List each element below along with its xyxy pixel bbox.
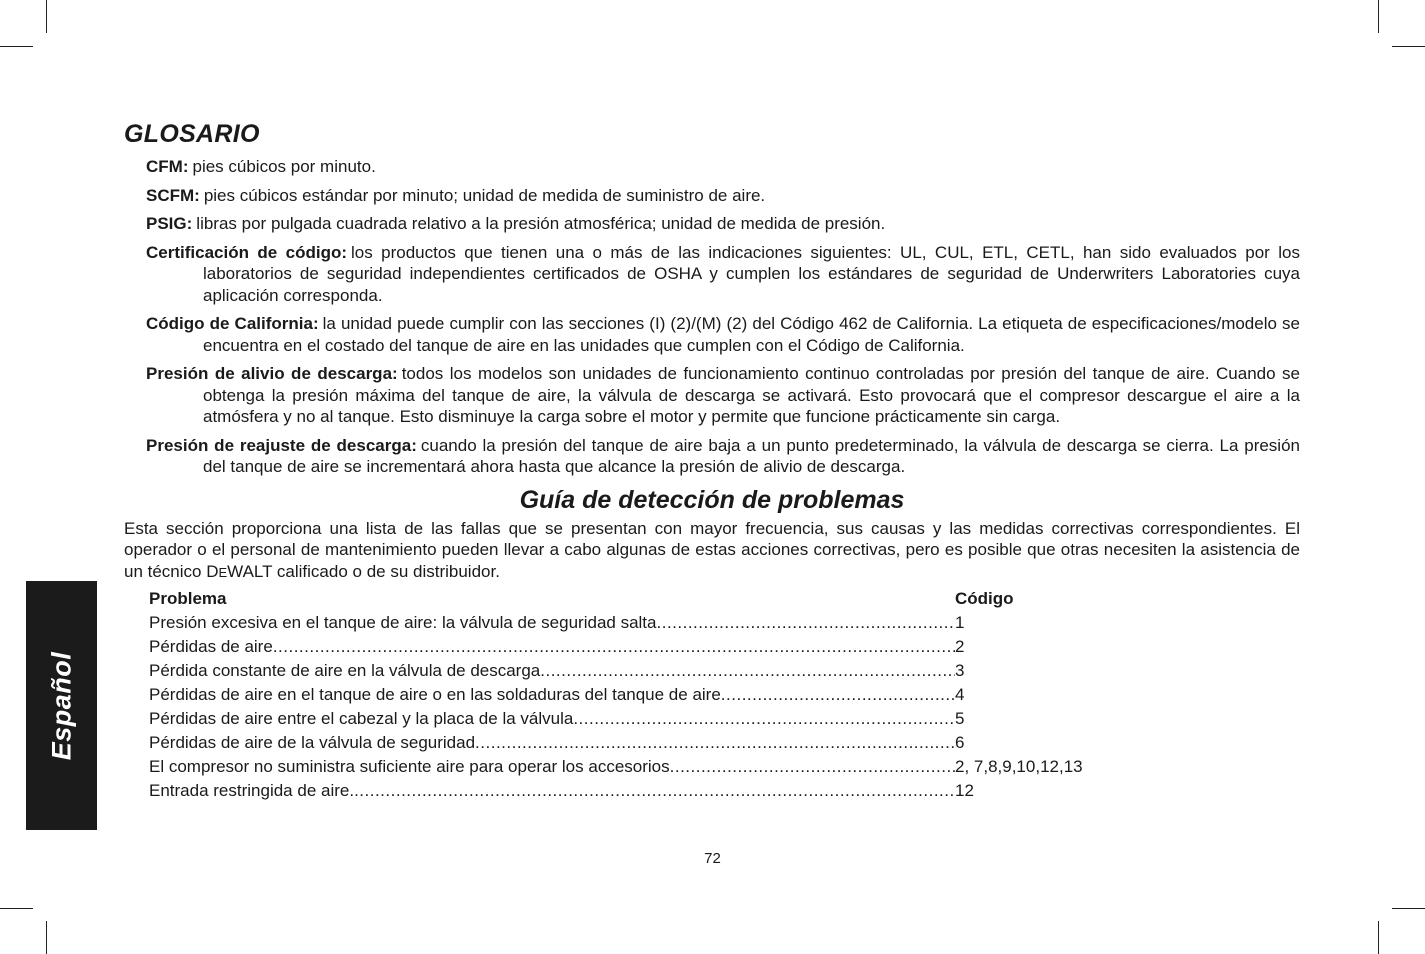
problem-text: El compresor no suministra suficiente aire para operar los accesorios — [149, 757, 670, 776]
glossary-definition: pies cúbicos por minuto. — [192, 157, 376, 176]
table-row — [149, 755, 1149, 779]
page-content — [124, 118, 1300, 803]
dot-leader — [273, 637, 955, 657]
code-cell: 2 — [955, 637, 965, 656]
table-row — [149, 683, 1149, 707]
table-row — [149, 707, 1149, 731]
crop-mark — [46, 0, 47, 33]
table-header — [149, 587, 1149, 611]
glossary-definition: la unidad puede cumplir con las secciones (I) (2)/(M) (2) del Código 462 de California. La etiqueta de especificaciones/modelo se encuentra en el costado del tanque de aire en las unidades que cumplen con el Código de California. — [203, 314, 1300, 355]
language-tab-label: Español — [46, 651, 76, 760]
problem-cell — [149, 613, 955, 633]
table-row — [149, 779, 1149, 803]
troubleshooting-title: Guía de detección de problemas — [519, 485, 905, 514]
problem-text: Pérdida constante de aire en la válvula de descarga — [149, 661, 541, 680]
problem-text: Pérdidas de aire entre el cabezal y la placa de la válvula — [149, 709, 574, 728]
intro-brand-smallcaps: E — [218, 564, 228, 580]
problem-cell — [149, 685, 955, 705]
dot-leader — [657, 613, 956, 633]
code-cell: 1 — [955, 613, 965, 632]
code-cell: 6 — [955, 733, 965, 752]
table-row — [149, 659, 1149, 683]
table-row — [149, 611, 1149, 635]
glossary-term: CFM: — [146, 157, 189, 176]
problem-text: Pérdidas de aire — [149, 637, 273, 656]
glossary-entry — [146, 156, 1300, 178]
code-cell: 5 — [955, 709, 965, 728]
dot-leader — [721, 685, 955, 705]
header-problem: Problema — [149, 589, 227, 608]
code-cell: 3 — [955, 661, 965, 680]
problem-cell — [149, 661, 955, 681]
intro-text: Esta sección proporciona una lista de las fallas que se presentan con mayor frecuencia, sus causas y las medidas correctivas correspondientes. El operador o el personal de mantenimiento pueden llevar a cabo algunas de estas acciones correctivas, pero es posible que otras necesiten la asistencia de un técnico D — [124, 518, 1300, 581]
glossary-term: Código de California: — [146, 314, 319, 333]
dot-leader — [540, 661, 955, 681]
glossary-definition: cuando la presión del tanque de aire baja a un punto predeterminado, la válvula de descarga se cierra. La presión del tanque de aire se incrementará ahora hasta que alcance la presión de alivio de descarga. — [203, 435, 1300, 476]
problem-cell — [149, 781, 955, 801]
crop-mark — [0, 46, 33, 47]
dot-leader — [670, 757, 955, 777]
problem-text: Presión excesiva en el tanque de aire: la válvula de seguridad salta — [149, 613, 657, 632]
header-code: Código — [955, 589, 1014, 608]
glossary-term: PSIG: — [146, 214, 193, 233]
crop-mark — [1392, 908, 1425, 909]
troubleshooting-intro — [124, 518, 1300, 584]
problem-text: Pérdidas de aire en el tanque de aire o en las soldaduras del tanque de aire — [149, 685, 721, 704]
glossary-entry — [146, 313, 1300, 356]
glossary-list — [124, 156, 1300, 478]
code-cell: 4 — [955, 685, 965, 704]
intro-text-end: WALT calificado o de su distribuidor. — [227, 561, 500, 581]
glossary-entry — [146, 363, 1300, 428]
dot-leader — [573, 709, 955, 729]
glossary-title: GLOSARIO — [124, 120, 260, 148]
crop-mark — [0, 908, 33, 909]
glossary-definition: pies cúbicos estándar por minuto; unidad de medida de suministro de aire. — [203, 185, 766, 205]
code-cell: 12 — [955, 781, 974, 800]
table-row — [149, 731, 1149, 755]
crop-mark — [1392, 46, 1425, 47]
glossary-entry — [146, 435, 1300, 478]
glossary-entry — [146, 213, 1300, 235]
glossary-definition: libras por pulgada cuadrada relativo a la presión atmosférica; unidad de medida de presión. — [196, 214, 886, 233]
problem-cell — [149, 709, 955, 729]
glossary-definition: los productos que tienen una o más de las indicaciones siguientes: UL, CUL, ETL, CETL, han sido evaluados por los laboratorios de seguridad independientes certificados de OSHA y cumplen los estándares de seguridad de Underwriters Laboratories cuya aplicación corresponda. — [203, 242, 1300, 305]
glossary-term: Presión de reajuste de descarga: — [146, 435, 417, 455]
problem-cell — [149, 733, 955, 753]
crop-mark — [1378, 921, 1379, 954]
glossary-entry — [146, 185, 1300, 207]
dot-leader — [354, 781, 955, 801]
language-tab — [26, 581, 97, 830]
problem-text: Pérdidas de aire de la válvula de seguridad — [149, 733, 476, 752]
page-number: 72 — [704, 850, 721, 867]
problem-cell — [149, 757, 955, 777]
problem-table — [149, 587, 1149, 803]
glossary-definition: todos los modelos son unidades de funcionamiento continuo controladas por presión del tanque de aire. Cuando se obtenga la presión máxima del tanque de aire, la válvula de descarga se activará. Esto provocará que el compresor descargue el aire a la atmósfera y no al tanque. Esto disminuye la carga sobre el motor y permite que funcione prácticamente sin carga. — [203, 364, 1300, 426]
glossary-entry — [146, 242, 1300, 307]
table-row — [149, 635, 1149, 659]
code-cell: 2, 7,8,9,10,12,13 — [955, 757, 1083, 776]
glossary-term: SCFM: — [146, 185, 200, 205]
glossary-term: Certificación de código: — [146, 242, 348, 262]
problem-text: Entrada restringida de aire. — [149, 781, 355, 800]
crop-mark — [46, 921, 47, 954]
glossary-term: Presión de alivio de descarga: — [146, 364, 398, 383]
crop-mark — [1378, 0, 1379, 33]
problem-cell — [149, 637, 955, 657]
dot-leader — [475, 733, 955, 753]
